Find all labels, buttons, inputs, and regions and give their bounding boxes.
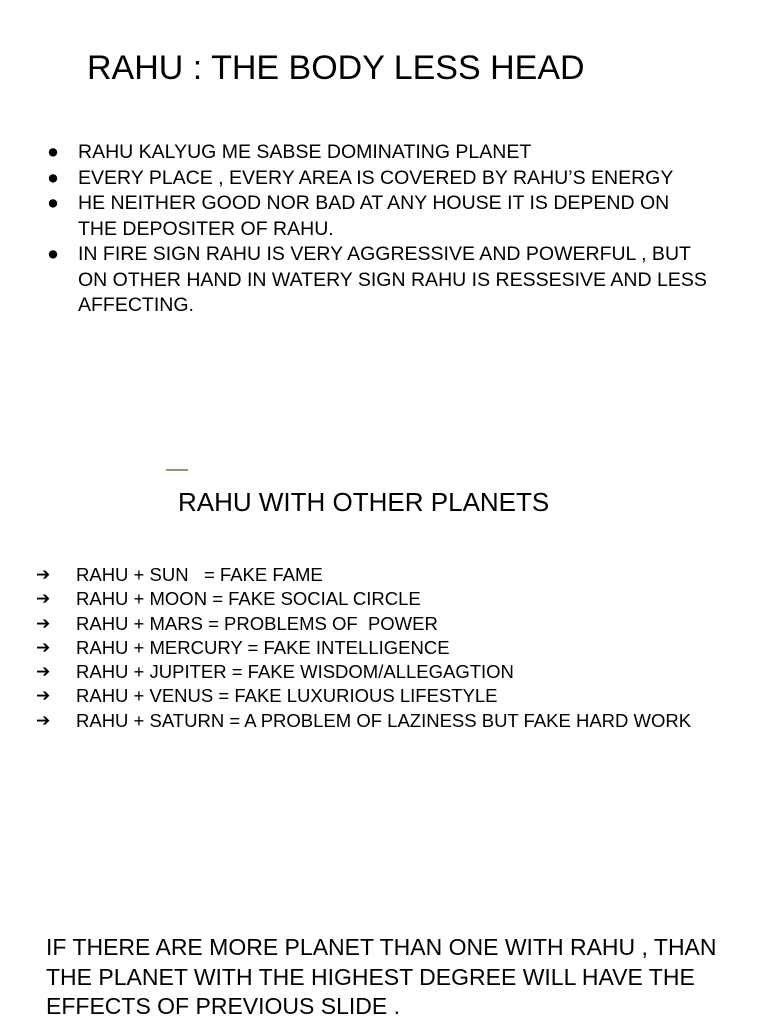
combination-item <box>0 612 768 636</box>
arrow-right-icon: ➔ <box>36 637 51 658</box>
bullet-list <box>0 140 768 319</box>
page-title: RAHU : THE BODY LESS HEAD <box>87 49 585 87</box>
bullet-item <box>0 242 768 319</box>
combination-item <box>0 684 768 708</box>
bullet-text: RAHU KALYUG ME SABSE DOMINATING PLANET <box>78 141 532 163</box>
bullet-item <box>0 140 768 166</box>
arrow-right-icon: ➔ <box>36 565 51 585</box>
combination-text: RAHU + MERCURY = FAKE INTELLIGENCE <box>76 636 450 658</box>
combination-text: RAHU + SUN = FAKE FAME <box>76 564 323 585</box>
combination-text: RAHU + MOON = FAKE SOCIAL CIRCLE <box>76 588 421 610</box>
combination-item <box>0 587 768 611</box>
bullet-dot-icon: ● <box>47 166 59 189</box>
combination-item <box>0 660 768 684</box>
bullet-text: IN FIRE SIGN RAHU IS VERY AGGRESSIVE AND POWERFUL , BUT ON OTHER HAND IN WATERY SIGN RAHU IS RESSESIVE AND LESS AFFECTING. <box>78 243 707 316</box>
bullet-text: EVERY PLACE , EVERY AREA IS COVERED BY RAHU’S ENERGY <box>78 166 674 189</box>
closing-note: IF THERE ARE MORE PLANET THAN ONE WITH RAHU , THAN THE PLANET WITH THE HIGHEST DEGREE WILL HAVE THE EFFECTS OF PREVIOUS SLIDE . <box>46 934 717 1019</box>
arrow-right-icon: ➔ <box>36 710 51 731</box>
combination-item <box>0 636 768 660</box>
combination-item <box>0 563 768 587</box>
arrow-right-icon: ➔ <box>36 613 51 634</box>
combination-list <box>0 563 768 733</box>
combination-text: RAHU + VENUS = FAKE LUXURIOUS LIFESTYLE <box>76 685 498 707</box>
combination-item <box>0 709 768 733</box>
combination-text: RAHU + JUPITER = FAKE WISDOM/ALLEGAGTION <box>76 661 514 683</box>
section-title: RAHU WITH OTHER PLANETS <box>178 487 550 517</box>
arrow-right-icon: ➔ <box>36 662 51 683</box>
decorative-rule <box>166 469 188 471</box>
bullet-dot-icon: ● <box>47 243 59 265</box>
bullet-dot-icon: ● <box>47 141 59 163</box>
combination-text: RAHU + MARS = PROBLEMS OF POWER <box>76 612 438 634</box>
bullet-item <box>0 191 768 242</box>
arrow-right-icon: ➔ <box>36 589 51 610</box>
bullet-item <box>0 166 768 192</box>
bullet-dot-icon: ● <box>47 192 59 214</box>
combination-text: RAHU + SATURN = A PROBLEM OF LAZINESS BUT FAKE HARD WORK <box>76 709 692 731</box>
arrow-right-icon: ➔ <box>36 686 51 707</box>
bullet-text: HE NEITHER GOOD NOR BAD AT ANY HOUSE IT IS DEPEND ON THE DEPOSITER OF RAHU. <box>78 192 670 240</box>
